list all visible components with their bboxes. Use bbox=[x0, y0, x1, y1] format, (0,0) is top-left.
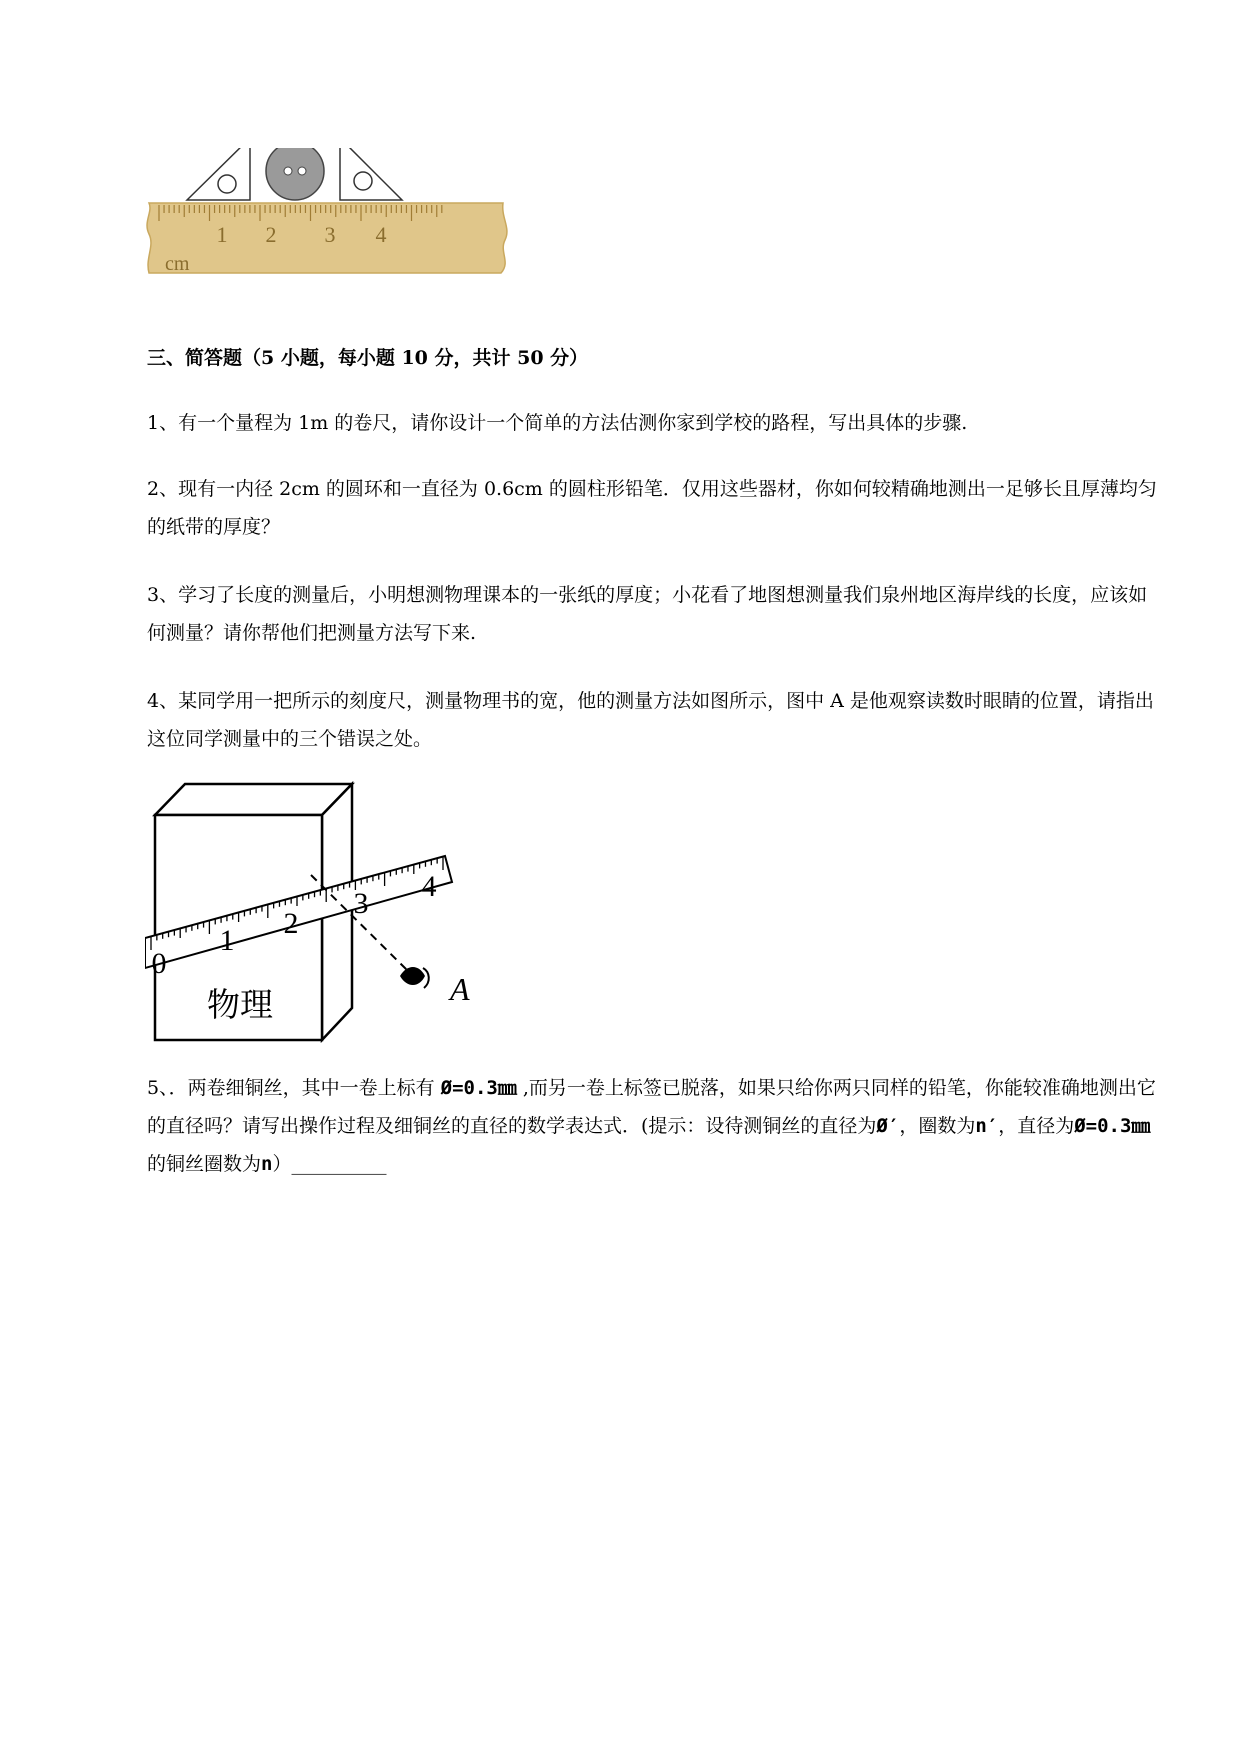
question-4: 4、某同学用一把所示的刻度尺，测量物理书的宽，他的测量方法如图所示，图中 A 是他观察读数时眼睛的位置，请指出这位同学测量中的三个错误之处。 bbox=[147, 690, 1154, 750]
ruler-mark-3: 3 bbox=[353, 887, 369, 920]
coin bbox=[266, 148, 324, 200]
question-3: 3、学习了长度的测量后，小明想测物理课本的一张纸的厚度；小花看了地图想测量我们泉州地区海岸线的长度，应该如何测量？请你帮他们把测量方法写下来. bbox=[147, 584, 1148, 644]
q5-text-4: ，直径为 bbox=[998, 1115, 1075, 1137]
ruler-mark-4: 4 bbox=[421, 870, 437, 903]
q5-diameter-known: Ø=0.3㎜ bbox=[440, 1077, 517, 1099]
q5-text-3: ，圈数为 bbox=[899, 1115, 976, 1137]
ruler-label-1: 1 bbox=[216, 222, 228, 247]
coin-hole-right bbox=[298, 167, 306, 175]
q5-text-6: ）__________ bbox=[272, 1153, 387, 1175]
book-top-face bbox=[155, 784, 352, 815]
question-1: 1、有一个量程为 1m 的卷尺，请你设计一个简单的方法估测你家到学校的路程，写出具体的步骤. bbox=[147, 412, 968, 434]
question-5 bbox=[147, 1069, 1157, 1183]
ruler-label-4: 4 bbox=[375, 222, 387, 247]
eye-position-label: A bbox=[450, 971, 470, 1007]
coin-hole-left bbox=[284, 167, 292, 175]
ruler-coin-figure bbox=[145, 148, 515, 313]
ruler-mark-2: 2 bbox=[283, 907, 299, 940]
eye-icon bbox=[400, 967, 429, 988]
q5-symbol-unknown-turns: n′ bbox=[975, 1115, 999, 1137]
q5-text-5: 的铜丝圈数为 bbox=[147, 1153, 262, 1175]
book-ruler-figure bbox=[145, 778, 525, 1048]
left-set-square-hole bbox=[218, 175, 236, 193]
ruler-label-2: 2 bbox=[265, 222, 277, 247]
section-title: 三、简答题（5 小题，每小题 10 分，共计 50 分） bbox=[147, 347, 589, 369]
ruler-label-3: 3 bbox=[324, 222, 336, 247]
q5-symbol-unknown-diameter: Ø′ bbox=[876, 1115, 900, 1137]
right-set-square bbox=[340, 148, 402, 200]
q5-text-2: ,而另一卷上标签已脱落，如果只给你两只同样的铅笔，你能较准确地测出它的直径吗？请写出操作过程及细铜丝的直径的数学表达式．(提示：设待测铜丝的直径为 bbox=[147, 1077, 1156, 1137]
q5-diameter-known-2: Ø=0.3㎜ bbox=[1074, 1115, 1151, 1137]
ruler-unit-label: cm bbox=[165, 253, 190, 275]
q5-symbol-known-turns: n bbox=[261, 1153, 273, 1175]
right-set-square-hole bbox=[354, 172, 372, 190]
left-set-square bbox=[187, 148, 250, 200]
q5-text-1: 5、．两卷细铜丝，其中一卷上标有 bbox=[147, 1077, 441, 1099]
ruler-mark-0: 0 bbox=[151, 947, 167, 980]
ruler-mark-1: 1 bbox=[219, 924, 235, 957]
book-title: 物理 bbox=[207, 985, 273, 1024]
question-2: 2、现有一内径 2cm 的圆环和一直径为 0.6cm 的圆柱形铅笔．仅用这些器材，你如何较精确地测出一足够长且厚薄均匀的纸带的厚度？ bbox=[147, 478, 1157, 538]
